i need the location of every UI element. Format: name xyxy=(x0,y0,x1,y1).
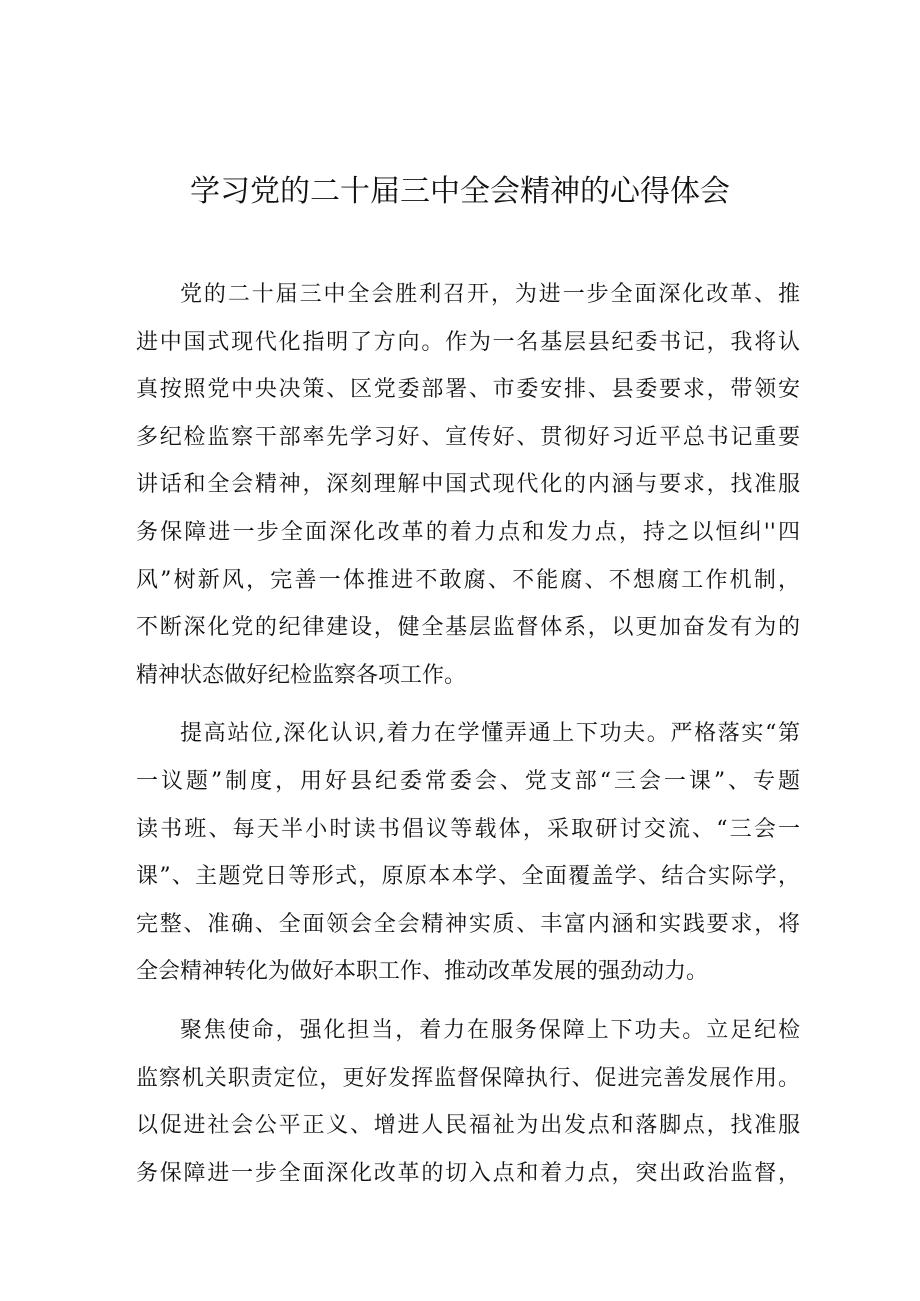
text-line: 监察机关职责定位，更好发挥监督保障执行、促进完善发展作用。 xyxy=(136,1065,800,1091)
text-line: 进中国式现代化指明了方向。作为一名基层县纪委书记，我将认 xyxy=(136,329,800,355)
text-line: 一议题”制度，用好县纪委常委会、党支部“三会一课”、专题 xyxy=(136,768,800,794)
paragraph-gap xyxy=(136,699,800,710)
text-line: 讲话和全会精神，深刻理解中国式现代化的内涵与要求，找准服 xyxy=(136,472,800,498)
document-title: 学习党的二十届三中全会精神的心得体会 xyxy=(190,174,730,209)
text-line: 提高站位,深化认识,着力在学懂弄通上下功夫。严格落实“第 xyxy=(180,721,800,747)
paragraph xyxy=(136,1007,800,1197)
text-line: 党的二十届三中全会胜利召开，为进一步全面深化改革、推 xyxy=(180,282,800,307)
text-line: 不断深化党的纪律建设，健全基层监督体系，以更加奋发有为的 xyxy=(136,615,800,641)
text-line: 课”、主题党日等形式，原原本本学、全面覆盖学、结合实际学， xyxy=(136,864,800,890)
text-line: 风”树新风，完善一体推进不敢腐、不能腐、不想腐工作机制， xyxy=(136,567,800,593)
paragraph xyxy=(136,710,800,996)
text-line: 完整、准确、全面领会全会精神实质、丰富内涵和实践要求，将 xyxy=(136,911,800,937)
paragraph-gap xyxy=(136,996,800,1007)
text-line: 以促进社会公平正义、增进人民福祉为出发点和落脚点，找准服 xyxy=(136,1113,800,1139)
document-body xyxy=(136,271,800,1197)
text-line: 聚焦使命，强化担当，着力在服务保障上下功夫。立足纪检 xyxy=(180,1017,800,1043)
text-line: 真按照党中央决策、区党委部署、市委安排、县委要求，带领安 xyxy=(136,377,800,403)
text-line: 多纪检监察干部率先学习好、宣传好、贯彻好习近平总书记重要 xyxy=(136,424,800,450)
text-line: 全会精神转化为做好本职工作、推动改革发展的强劲动力。 xyxy=(136,959,709,985)
text-line: 务保障进一步全面深化改革的切入点和着力点，突出政治监督， xyxy=(136,1160,800,1186)
text-line: 务保障进一步全面深化改革的着力点和发力点，持之以恒纠''四 xyxy=(136,519,800,545)
text-line: 精神状态做好纪检监察各项工作。 xyxy=(136,662,467,688)
paragraph xyxy=(136,271,800,699)
text-line: 读书班、每天半小时读书倡议等载体，采取研讨交流、“三会一 xyxy=(136,816,800,842)
